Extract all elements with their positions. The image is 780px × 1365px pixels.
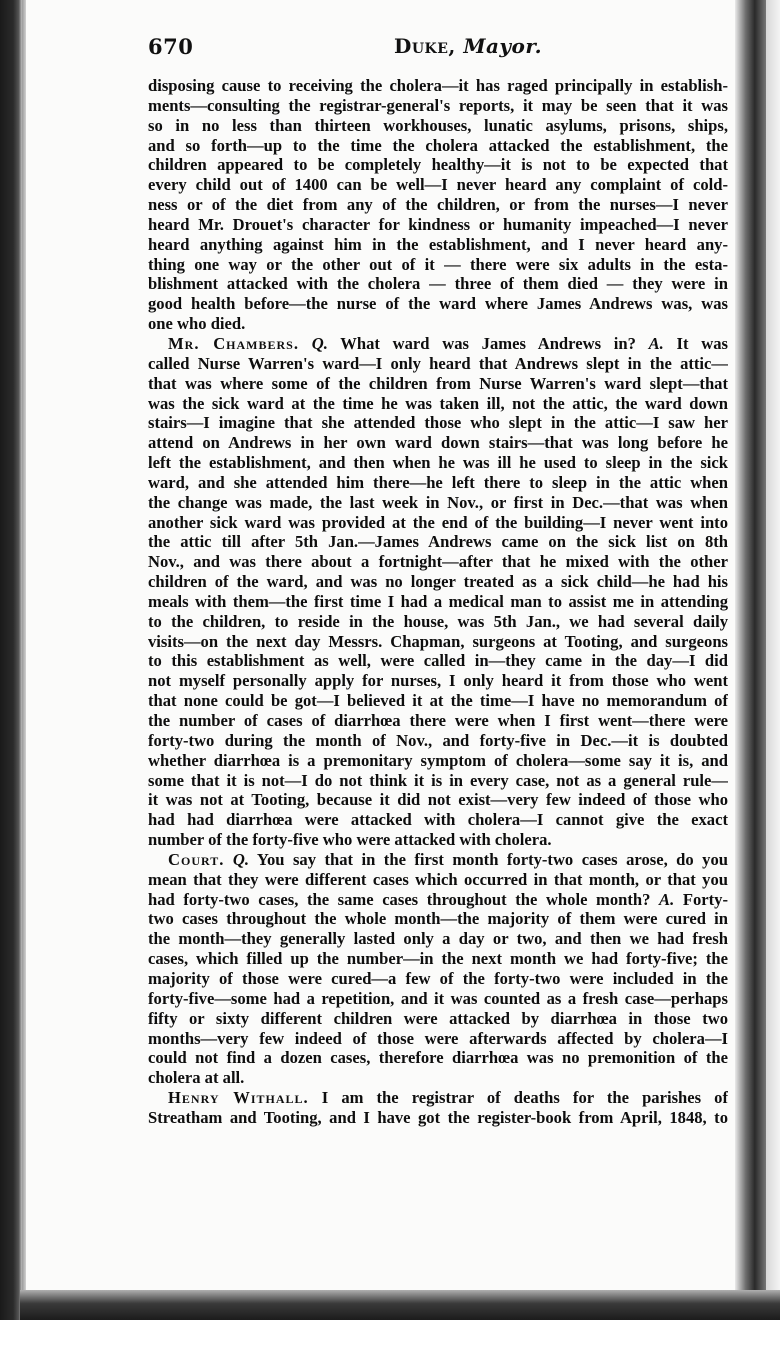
answer-text: Forty- [682,889,728,909]
text-line: forty-five—some had a repetition, and it was counted as a fresh case—perhaps [148,988,728,1008]
text-line: Streatham and Tooting, and I have got the register-book from April, 1848, to [148,1107,728,1127]
running-head-title: Mayor. [463,34,543,58]
text-line: visits—on the next day Messrs. Chapman, surgeons at Tooting, and surgeons [148,631,728,651]
text-line: one who died. [148,314,246,334]
body-text [148,76,728,1128]
text-line: to the children, to reside in the house, was 5th Jan., we had several daily [148,611,728,631]
text-line: good health before—the nurse of the ward where James Andrews was, was [148,294,728,314]
text-line: not myself personally apply for nurses, I only heard it from those who went [148,671,728,691]
text-line: and so forth—up to the time the cholera attacked the establishment, the [148,135,728,155]
scan-margin [0,1320,780,1365]
question-marker: Q. [232,849,249,869]
text-line: the number of cases of diarrhœa there were when I first went—there were [148,711,728,730]
answer-marker: A. [659,889,675,909]
text-line: heard Mr. Drouet's character for kindness or humanity impeached—I never [148,214,728,234]
text-line: forty-two during the month of Nov., and forty-five in Dec.—it is doubted [148,730,728,750]
text-line: every child out of 1400 can be well—I never heard any complaint of cold- [148,175,728,195]
next-page-edge [766,0,780,1365]
text-line: children of the ward, and was no longer treated as a sick child—he had his [148,572,728,592]
bottom-page-shadow [20,1290,780,1320]
text-line [148,890,728,910]
page-number: 670 [148,34,194,59]
text-line: the attic till after 5th Jan.—James Andrews came on the sick list on 8th [148,532,728,552]
text-line: the change was made, the last week in Nov., or first in Dec.—that was when [148,492,728,512]
text-line: left the establishment, and then when he was ill he used to sleep in the sick [148,453,728,473]
paragraph-2 [148,334,728,850]
text-line: two cases throughout the whole month—the majority of them were cured in [148,909,728,929]
text-line: that none could be got—I believed it at the time—I have no memorandum of [148,691,728,711]
text-line: ness or of the diet from any of the children, or from the nurses—I never [148,195,728,215]
text-line: called Nurse Warren's ward—I only heard that Andrews slept in the attic— [148,353,728,373]
text-line: the month—they generally lasted only a day or two, and then we had fresh [148,929,728,949]
paragraph-4 [148,1088,728,1128]
running-head-name: Duke, [394,34,456,58]
text-line: ments—consulting the registrar-general's reports, it may be seen that it was [148,95,728,115]
text-line: disposing cause to receiving the cholera—it has raged principally in establish- [148,76,728,95]
question-marker: Q. [311,333,328,353]
text-line: some that it is not—I do not think it is in every case, not as a general rule— [148,770,728,790]
text-line: whether diarrhœa is a premonitary symptom of cholera—some say it is, and [148,750,728,770]
text-line-first [148,850,728,870]
text-line: months—very few indeed of those were afterwards affected by cholera—I [148,1028,728,1048]
text-line: another sick ward was provided at the end of the building—I never went into [148,512,728,532]
speaker-name: Court. [168,849,225,869]
text-line: fifty or sixty different children were attacked by diarrhœa in those two [148,1008,728,1028]
answer-text: It was [676,333,728,353]
text-line: cases, which filled up the number—in the next month we had forty-five; the [148,949,728,969]
text-line-first [148,334,728,354]
testimony-text: I am the registrar of deaths for the parishes of [321,1088,728,1108]
text-line: had had diarrhœa were attacked with cholera—I cannot give the exact [148,810,728,830]
text-line: thing one way or the other out of it — there were six adults in the esta- [148,254,728,274]
text-line: was the sick ward at the time he was taken ill, not the attic, the ward down [148,393,728,413]
text-line: blishment attacked with the cholera — three of them died — they were in [148,274,728,294]
question-text: You say that in the first month forty-two cases arose, do you [256,849,728,869]
question-text: had forty-two cases, the same cases throughout the whole month? [148,889,651,909]
text-line: ward, and she attended him there—he left there to sleep in the attic when [148,472,728,492]
text-line: majority of those were cured—a few of the forty-two were included in the [148,968,728,988]
page-header [148,34,728,66]
text-line: to this establishment as well, were called in—they came in the day—I did [148,651,728,671]
book-binding-shadow [0,0,22,1365]
running-head [394,34,542,58]
text-line: mean that they were different cases which occurred in that month, or that you [148,869,728,889]
text-line: Nov., and was there about a fortnight—after that he mixed with the other [148,552,728,572]
text-line: children appeared to be completely healthy—it is not to be expected that [148,155,728,175]
text-line-first [148,1088,728,1108]
text-line: that was where some of the children from Nurse Warren's ward slept—that [148,373,728,393]
text-line: heard anything against him in the establishment, and I never heard any- [148,234,728,254]
text-line: it was not at Tooting, because it did not exist—very few indeed of those who [148,790,728,810]
text-line: cholera at all. [148,1068,245,1088]
text-line: number of the forty-five who were attacked with cholera. [148,830,552,850]
text-line: so in no less than thirteen workhouses, lunatic asylums, prisons, ships, [148,115,728,135]
paragraph-3 [148,850,728,1088]
text-line: could not find a dozen cases, therefore diarrhœa was no premonition of the [148,1048,728,1068]
speaker-name: Mr. Chambers. [168,333,299,353]
text-line: meals with them—the first time I had a medical man to assist me in attending [148,591,728,611]
text-line: stairs—I imagine that she attended those who slept in the attic—I saw her [148,413,728,433]
answer-marker: A. [648,333,664,353]
text-line: attend on Andrews in her own ward down stairs—that was long before he [148,433,728,453]
speaker-name: Henry Withall. [168,1088,309,1108]
question-text: What ward was James Andrews in? [340,333,636,353]
paragraph-1 [148,76,728,334]
